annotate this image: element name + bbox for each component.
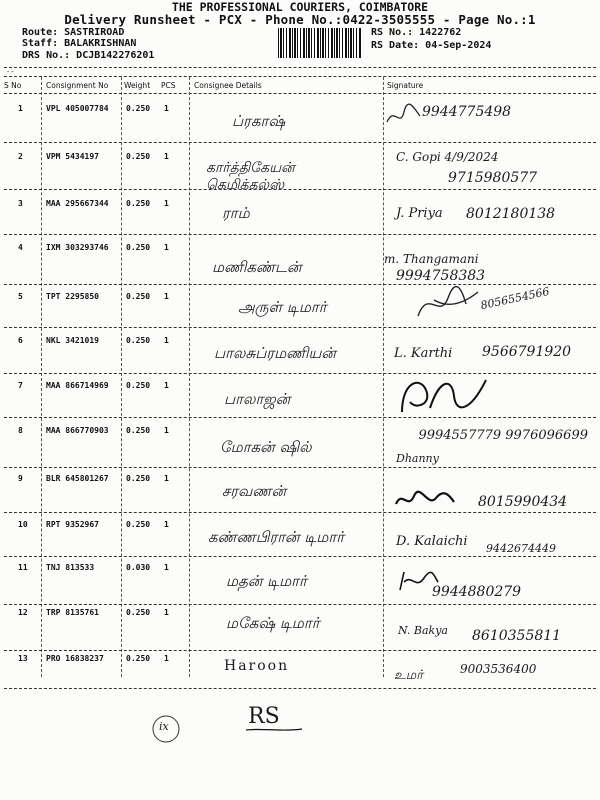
row-pcs: 1 xyxy=(164,104,169,113)
signature-handwriting: உமர் xyxy=(394,668,424,683)
consignee-handwriting: மகேஷ் டிமார் xyxy=(226,614,320,632)
col-header-consignee: Consignee Details xyxy=(194,81,262,90)
initials-underline xyxy=(244,726,304,734)
signature-handwriting: D. Kalaichi xyxy=(396,534,468,549)
consignee-handwriting: Haroon xyxy=(224,658,290,674)
rs-date: RS Date: 04-Sep-2024 xyxy=(371,40,492,51)
phone-handwriting: 8015990434 xyxy=(478,494,568,510)
phone-handwriting: 9715980577 xyxy=(448,170,538,186)
row-sno: 10 xyxy=(18,520,28,529)
column-line xyxy=(189,77,190,677)
row-weight: 0.250 xyxy=(126,520,151,529)
row-sno: 8 xyxy=(18,426,23,435)
route-label: Route: SASTRIROAD xyxy=(22,27,125,38)
row-divider xyxy=(4,604,596,605)
consignee-handwriting: அருள் டிமார் xyxy=(238,298,327,316)
row-sno: 11 xyxy=(18,563,28,572)
phone-handwriting: 8056554566 xyxy=(479,284,551,313)
row-divider xyxy=(4,373,596,374)
row-consignment: MAA 295667344 xyxy=(46,199,109,208)
signature-handwriting: N. Bakya xyxy=(398,624,448,637)
row-weight: 0.250 xyxy=(126,608,151,617)
row-pcs: 1 xyxy=(164,474,169,483)
row-divider xyxy=(4,327,596,328)
row-sno: 5 xyxy=(18,292,23,301)
row-sno: 12 xyxy=(18,608,28,617)
column-header-divider xyxy=(4,93,596,94)
header-divider xyxy=(4,67,596,68)
row-divider xyxy=(4,512,596,513)
consignee-handwriting: கார்த்திகேயன் கெமிக்கல்ஸ் xyxy=(206,160,295,193)
row-sno: 6 xyxy=(18,336,23,345)
consignee-handwriting: மதன் டிமார் xyxy=(226,572,307,590)
phone-handwriting: 8610355811 xyxy=(472,628,562,644)
phone-handwriting: 9566791920 xyxy=(482,344,572,360)
column-line xyxy=(41,77,42,677)
signature-handwriting: m. Thangamani xyxy=(384,252,479,266)
rs-number: RS No.: 1422762 xyxy=(371,27,462,38)
row-pcs: 1 xyxy=(164,520,169,529)
row-weight: 0.250 xyxy=(126,426,151,435)
row-divider xyxy=(4,650,596,651)
phone-handwriting: 9944775498 xyxy=(422,104,512,120)
consignee-handwriting: பாலசுப்ரமணியன் xyxy=(214,344,336,362)
phone-handwriting: 9994557779 9976096699 xyxy=(418,428,588,443)
row-divider xyxy=(4,189,596,190)
row-consignment: VPM 5434197 xyxy=(46,152,99,161)
row-consignment: TRP 8135761 xyxy=(46,608,99,617)
row-sno: 13 xyxy=(18,654,28,663)
row-sno: 9 xyxy=(18,474,23,483)
initials-mark: RS xyxy=(248,704,280,729)
circle-mark-text: ix xyxy=(159,720,169,733)
row-weight: 0.250 xyxy=(126,199,151,208)
row-pcs: 1 xyxy=(164,336,169,345)
row-weight: 0.030 xyxy=(126,563,151,572)
consignee-handwriting: மணிகண்டன் xyxy=(212,258,302,276)
row-pcs: 1 xyxy=(164,608,169,617)
row-sno: 4 xyxy=(18,243,23,252)
row-weight: 0.250 xyxy=(126,336,151,345)
dash-mark: -- xyxy=(6,68,15,76)
row-divider xyxy=(4,688,596,689)
phone-handwriting: 9003536400 xyxy=(460,662,537,676)
signature-handwriting: L. Karthi xyxy=(394,346,453,361)
row-weight: 0.250 xyxy=(126,474,151,483)
signature-handwriting: C. Gopi 4/9/2024 xyxy=(396,150,499,164)
row-sno: 1 xyxy=(18,104,23,113)
consignee-handwriting: சரவணன் xyxy=(222,482,287,500)
row-pcs: 1 xyxy=(164,563,169,572)
row-consignment: MAA 866714969 xyxy=(46,381,109,390)
column-line xyxy=(383,77,384,677)
col-header-sno: S No xyxy=(4,81,22,90)
row-pcs: 1 xyxy=(164,243,169,252)
row-consignment: TNJ 813533 xyxy=(46,563,95,572)
phone-handwriting: 9442674449 xyxy=(486,542,556,555)
row-consignment: NKL 3421019 xyxy=(46,336,99,345)
sheet-title: Delivery Runsheet - PCX - Phone No.:0422-3505555 - Page No.:1 xyxy=(64,12,536,27)
row-pcs: 1 xyxy=(164,426,169,435)
barcode-image xyxy=(278,28,362,58)
row-divider xyxy=(4,467,596,468)
row-weight: 0.250 xyxy=(126,104,151,113)
row-sno: 7 xyxy=(18,381,23,390)
row-divider xyxy=(4,417,596,418)
row-pcs: 1 xyxy=(164,199,169,208)
row-consignment: BLR 645801267 xyxy=(46,474,109,483)
signature-scribble xyxy=(384,102,424,130)
row-sno: 3 xyxy=(18,199,23,208)
signature-scribble xyxy=(414,286,484,322)
drs-number: DRS No.: DCJB142276201 xyxy=(22,50,155,61)
staff-label: Staff: BALAKRISHNAN xyxy=(22,38,137,49)
signature-handwriting: Dhanny xyxy=(396,452,439,465)
phone-handwriting: 9944880279 xyxy=(432,584,522,600)
signature-scribble xyxy=(392,488,458,512)
row-consignment: RPT 9352967 xyxy=(46,520,99,529)
consignee-handwriting: ராம் xyxy=(222,204,250,222)
row-pcs: 1 xyxy=(164,381,169,390)
row-divider xyxy=(4,142,596,143)
row-consignment: PRO 16838237 xyxy=(46,654,104,663)
signature-scribble xyxy=(396,372,496,416)
consignee-handwriting: மோகன் ஷில் xyxy=(220,438,312,456)
col-header-consignment: Consignment No xyxy=(46,81,109,90)
row-weight: 0.250 xyxy=(126,243,151,252)
row-sno: 2 xyxy=(18,152,23,161)
table-top-divider xyxy=(4,76,596,77)
row-weight: 0.250 xyxy=(126,381,151,390)
row-weight: 0.250 xyxy=(126,654,151,663)
col-header-pcs: PCS xyxy=(161,81,176,90)
row-weight: 0.250 xyxy=(126,292,151,301)
consignee-handwriting: ப்ரகாஷ் xyxy=(232,112,286,130)
signature-handwriting: J. Priya xyxy=(396,206,443,221)
col-header-weight: Weight xyxy=(124,81,151,90)
row-pcs: 1 xyxy=(164,152,169,161)
consignee-handwriting: கண்ணபிரான் டிமார் xyxy=(208,528,345,546)
row-pcs: 1 xyxy=(164,292,169,301)
phone-handwriting: 9994758383 xyxy=(396,268,486,284)
row-consignment: IXM 303293746 xyxy=(46,243,109,252)
col-header-signature: Signature xyxy=(387,81,424,90)
row-weight: 0.250 xyxy=(126,152,151,161)
consignee-handwriting: பாலாஜன் xyxy=(224,390,291,408)
row-consignment: VPL 405007784 xyxy=(46,104,109,113)
column-line xyxy=(121,77,122,677)
row-consignment: MAA 866770903 xyxy=(46,426,109,435)
row-consignment: TPT 2295850 xyxy=(46,292,99,301)
company-name: THE PROFESSIONAL COURIERS, COIMBATORE xyxy=(171,0,429,14)
row-divider xyxy=(4,234,596,235)
row-pcs: 1 xyxy=(164,654,169,663)
phone-handwriting: 8012180138 xyxy=(466,206,556,222)
row-divider xyxy=(4,284,596,285)
row-divider xyxy=(4,556,596,557)
